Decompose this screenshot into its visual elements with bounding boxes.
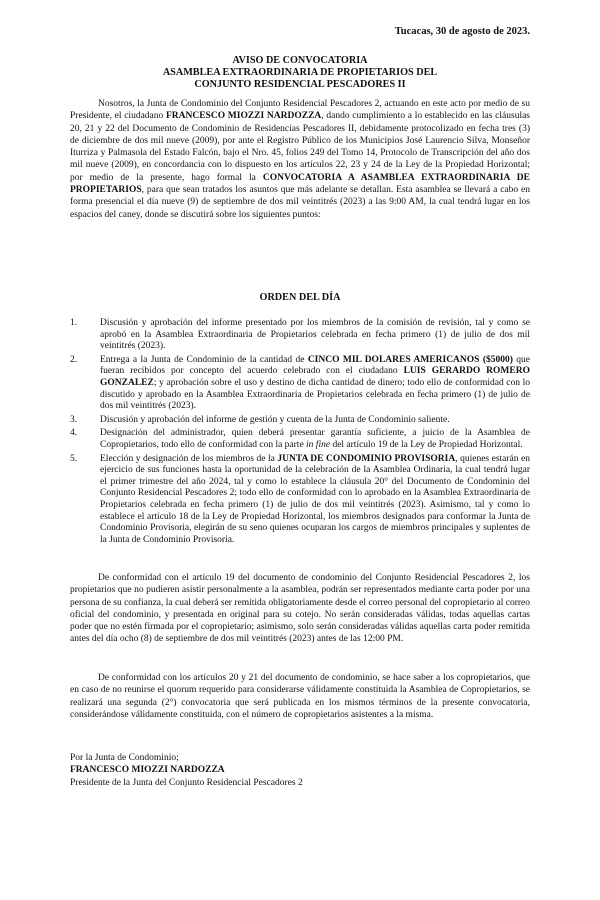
document-title-block: [70, 55, 530, 91]
intro-text-1: Nosotros, la Junta de Condominio del Conjunto Residencial Pescadores 2, actuando en este acto por medio de su Presidente, el ciudadano: [70, 99, 530, 122]
agenda-text-part: Elección y designación de los miembros de la: [100, 453, 278, 464]
agenda-title: ORDEN DEL DÍA: [259, 292, 341, 303]
title-line-3: CONJUNTO RESIDENCIAL PESCADORES II: [194, 79, 406, 90]
agenda-item-number: 2.: [70, 354, 78, 365]
agenda-item: [70, 415, 530, 427]
agenda-item-text: [100, 355, 530, 411]
agenda-item: [70, 318, 530, 353]
agenda-item-text: [100, 454, 530, 545]
title-line-2: ASAMBLEA EXTRAORDINARIA DE PROPIETARIOS DEL: [162, 67, 438, 78]
president-name: FRANCESCO MIOZZI NARDOZZA: [165, 111, 322, 122]
agenda-item-number: 5.: [70, 453, 78, 464]
agenda-text-part: , quienes estarán en ejercicio de sus funciones hasta la oportunidad de la celebración de la Asamblea Ordinaria, la cual tendrá lugar el primer trimestre del año 2024, tal y como lo establece la cláusula 20° del Documento de Condominio del Conjunto Residencial Pescadores 2; todo ello de conformidad con lo aprobado en la Asamblea Extraordinaria de Propietarios celebrada en fecha primero (1) de julio de dos mil veintitrés (2023). Asimismo, tal y como lo establece el artículo 18 de la Ley de Propiedad Horizontal, los miembros designados para conformar la Junta de Condominio Provisoria, elegirán de su seno quienes ocuparan los cargos de miembros principales y suplentes de la Junta de Condominio Provisoria.: [100, 453, 531, 545]
agenda-text-part: Designación del administrador, quien deberá presentar garantía suficiente, a juicio de la Asamblea de Copropietarios, todo ello de conformidad con la parte: [100, 428, 530, 450]
agenda-text-part: ; y aprobación sobre el uso y destino de dicha cantidad de dinero; todo ello de conformidad con lo discutido y aprobado en la Asamblea Extraordinaria de Propietarios celebrada en fecha primero (1) de julio de dos mil veintitrés (2023).: [100, 377, 530, 412]
provisional-board-bold: JUNTA DE CONDOMINIO PROVISORIA: [277, 453, 456, 464]
intro-text-3: , para que sean tratados los asuntos que más adelante se detallan. Esta asamblea se llevará a cabo en forma presencial el día nueve (9) de septiembre de dos mil veintitrés (2023) a las 9:00 AM, la cual tendrá lugar en los espacios del caney, donde se discutirá sobre los siguientes puntos:: [70, 185, 530, 220]
intro-text-2: , dando cumplimiento a lo establecido en las cláusulas 20, 21 y 22 del Documento de Condominio de Residencias Pescadores II, debidamente protocolizado en fecha tres (3) de diciembre de dos mil nueve (2009), por ante el Registro Público de los Municipios José Laurencio Silva, Monseñor Iturriza y Palmasola del Estado Falcón, bajo el Nro. 45, folios 249 del Tomo 14, Protocolo de Transcripción del año dos mil nueve (2009), en concordancia con lo dispuesto en los artículos 22, 23 y 24 de la Ley de la Propiedad Horizontal; por medio de la presente, hago formal la: [70, 111, 531, 183]
agenda-list: [70, 318, 530, 548]
agenda-item-number: 3.: [70, 414, 78, 425]
agenda-item-number: 1.: [70, 318, 78, 328]
amount-bold: CINCO MIL DOLARES AMERICANOS ($5000): [307, 354, 513, 365]
signatory-name: FRANCESCO MIOZZI NARDOZZA: [70, 765, 225, 776]
proxy-paragraph: De conformidad con el artículo 19 del documento de condominio del Conjunto Residencial Pescadores 2, los propietarios que no pudieren asistir personalmente a la asamblea, podrán ser representados mediante carta poder por una persona de su confianza, la cual deberá ser remitida obligatoriamente desde el correo personal del copropietario al correo oficial del condominio, y presentada en original para su cotejo. No serán consideradas válidas, todas aquellas cartas poder que no estén firmada por el copropietario; asimismo, solo serán consideradas válidas aquellas carta poder remitida antes del día ocho (8) de septiembre de dos mil veintitrés (2023) antes de las 12:00 PM.: [70, 573, 531, 645]
agenda-item-text: Discusión y aprobación del informe de gestión y cuenta de la Junta de Condominio saliente.: [100, 414, 450, 425]
agenda-item-text: Discusión y aprobación del informe presentado por los miembros de la comisión de revisión, tal y como se aprobó en la Asamblea Extraordinaria de Propietarios celebrada en fecha primero (1) de julio de dos mil veintitrés (2023).: [100, 318, 530, 352]
signature-intro: Por la Junta de Condominio;: [70, 753, 179, 763]
document-date: Tucacas, 30 de agosto de 2023.: [394, 26, 530, 37]
signatory-role: Presidente de la Junta del Conjunto Residencial Pescadores 2: [70, 777, 303, 788]
agenda-text-part: del artículo 19 de la Ley de Propiedad Horizontal.: [330, 439, 523, 450]
convocation-phrase: CONVOCATORIA A ASAMBLEA EXTRAORDINARIA DE PROPIETARIOS: [70, 172, 530, 196]
agenda-text-part: que fueran recibidos por concepto del acuerdo celebrado con el ciudadano: [100, 354, 530, 377]
title-line-1: AVISO DE CONVOCATORIA: [232, 55, 368, 66]
agenda-item-number: 4.: [70, 428, 78, 439]
agenda-item: [70, 428, 530, 451]
agenda-item: [70, 355, 530, 413]
agenda-text-part: Entrega a la Junta de Condominio de la cantidad de: [100, 354, 308, 365]
latin-phrase-italic: in fine: [306, 439, 331, 450]
intro-paragraph: [70, 98, 530, 221]
person-name-bold: LUIS GERARDO ROMERO GONZALEZ: [100, 366, 530, 388]
quorum-paragraph: De conformidad con los artículos 20 y 21 del documento de condominio, se hace saber a los copropietarios, que en caso de no reunirse el quorum requerido para considerarse válidamente constituida la Asamblea de Copropietarios, se realizará una segunda (2°) convocatoria que será publicada en los mismos términos de la presente convocatoria, considerándose válidamente constituida, con el número de copropietarios asistentes a la misma.: [70, 673, 530, 720]
signature-block: [70, 752, 530, 789]
agenda-item: [70, 454, 530, 547]
agenda-item-text: [100, 428, 530, 450]
